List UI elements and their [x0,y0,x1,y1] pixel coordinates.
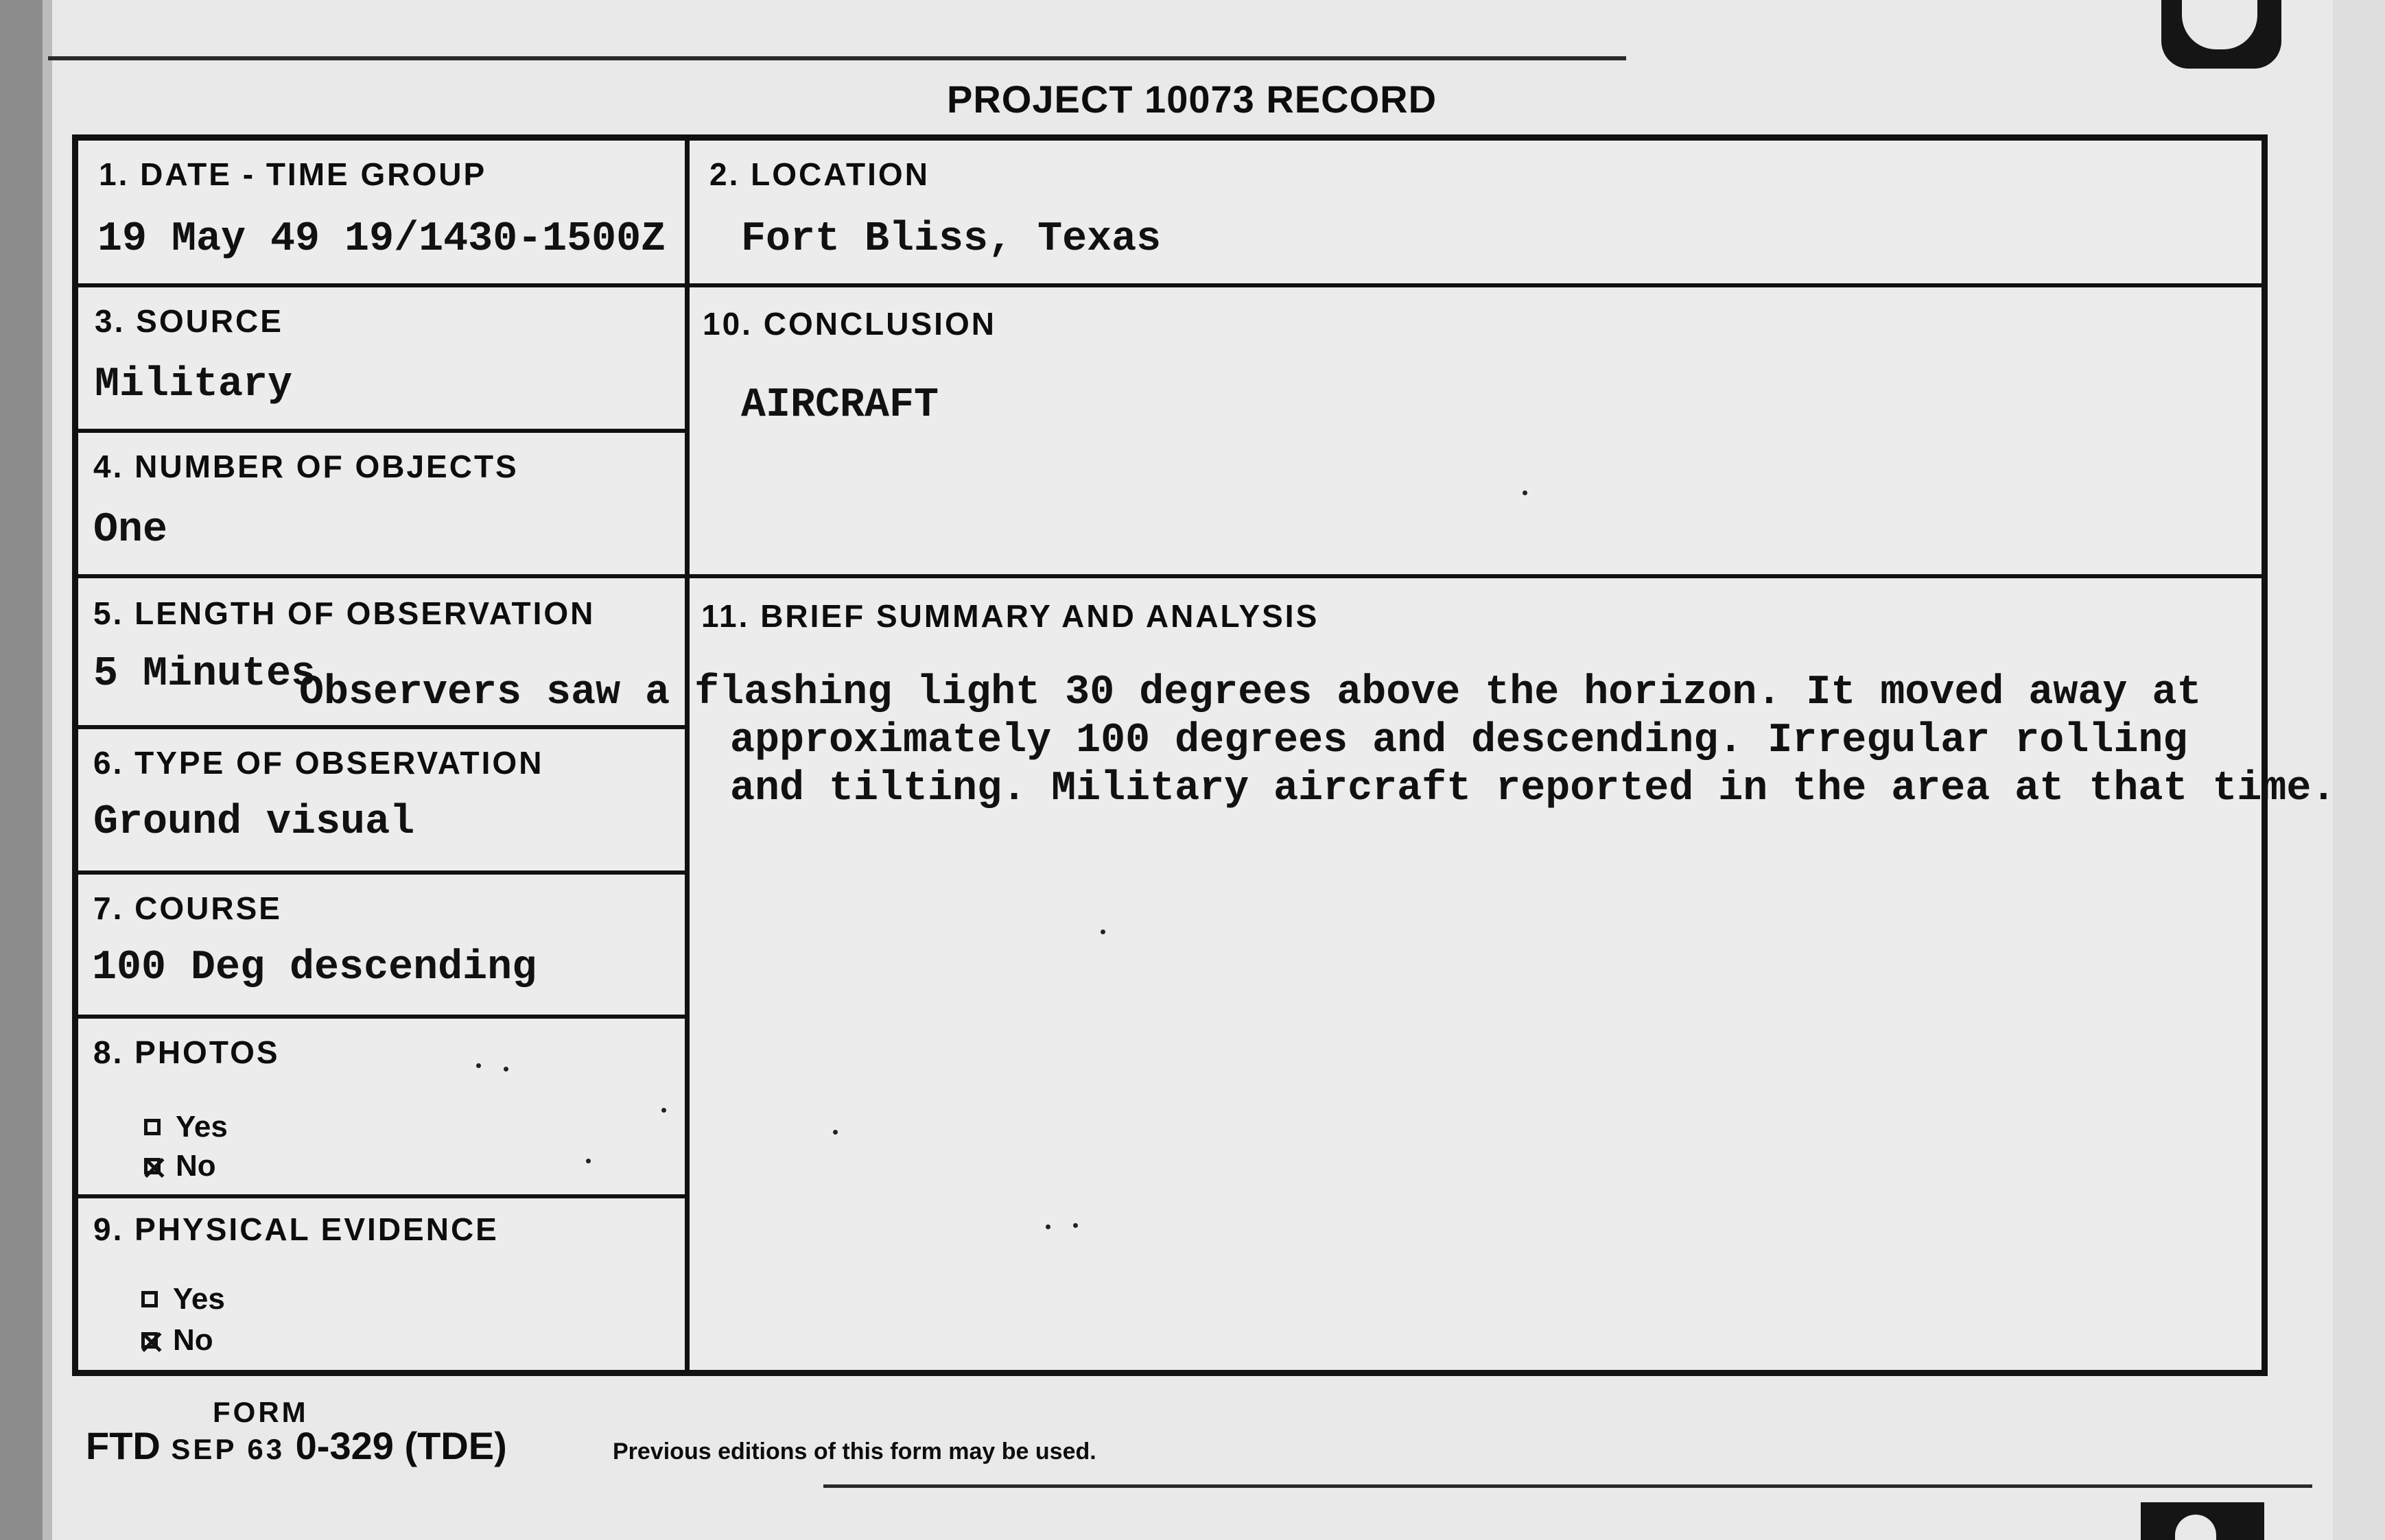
scan-speck [1523,490,1527,495]
footer-form-code [86,1423,507,1468]
footer-form-word: FORM [213,1396,309,1428]
summary-line-2: approximately 100 degrees and descending. Irregular rolling [730,718,2188,764]
form-title: PROJECT 10073 RECORD [947,78,1437,121]
footer-form-number: 0-329 (TDE) [295,1424,507,1467]
course-label: 7. COURSE [93,890,282,926]
divider-10 [685,574,2263,578]
scan-speck [1073,1223,1078,1228]
physical-evidence-yes-label: Yes [173,1282,225,1316]
scan-edge-right [2333,0,2385,1540]
scan-speck [833,1130,838,1135]
location-label: 2. LOCATION [709,156,930,192]
photos-label: 8. PHOTOS [93,1034,280,1070]
type-of-observation-label: 6. TYPE OF OBSERVATION [93,745,544,781]
record-form [72,134,2336,1376]
physical-evidence-yes-checkbox [141,1291,158,1307]
footer-ftd: FTD [86,1424,161,1467]
physical-evidence-label: 9. PHYSICAL EVIDENCE [93,1211,499,1247]
photos-no-checkbox [144,1158,161,1174]
physical-evidence-no-checkbox [141,1332,158,1349]
length-of-observation-value: 5 Minutes [93,651,316,698]
column-divider [685,141,690,1370]
scan-edge-left-inner [43,0,52,1540]
conclusion-label: 10. CONCLUSION [703,306,996,342]
location-value: Fort Bliss, Texas [741,216,1162,263]
footer-note: Previous editions of this form may be used. [613,1438,1096,1465]
divider-7 [78,1015,685,1019]
physical-evidence-no-label: No [173,1323,213,1357]
photos-no-option [144,1149,216,1183]
number-of-objects-label: 4. NUMBER OF OBJECTS [93,449,519,484]
bottom-rule [823,1484,2312,1488]
summary-label: 11. BRIEF SUMMARY AND ANALYSIS [701,598,1319,634]
photos-yes-label: Yes [176,1110,228,1144]
date-time-group-label: 1. DATE - TIME GROUP [99,156,487,192]
physical-evidence-yes-option [141,1282,225,1316]
course-value: 100 Deg descending [92,945,537,991]
scan-speck [1101,929,1105,934]
source-value: Military [95,362,293,408]
divider-6 [78,870,685,875]
scan-speck [476,1063,481,1068]
photos-no-label: No [176,1149,216,1183]
divider-8 [78,1194,685,1198]
physical-evidence-no-option [141,1323,213,1358]
divider-4 [78,574,685,578]
footer-date-code: SEP 63 [171,1433,285,1465]
number-of-objects-value: One [93,507,168,554]
photos-yes-option [144,1110,228,1144]
conclusion-value: AIRCRAFT [741,382,939,429]
scan-speck [504,1067,508,1071]
summary-line-3: and tilting. Military aircraft reported in the area at that time. [730,766,2336,812]
scan-speck [661,1108,666,1113]
summary-line-1: Observers saw a flashing light 30 degrees above the horizon. It moved away at [299,670,2202,716]
type-of-observation-value: Ground visual [93,799,415,846]
divider-2 [685,283,2263,287]
photos-yes-checkbox [144,1119,161,1135]
length-of-observation-label: 5. LENGTH OF OBSERVATION [93,595,596,631]
divider-5 [78,725,685,729]
divider-3 [78,429,685,433]
scan-speck [586,1159,591,1163]
scan-edge-left [0,0,43,1540]
top-rule [48,56,1626,60]
scan-speck [1046,1224,1050,1229]
source-label: 3. SOURCE [95,303,283,339]
divider-1 [78,283,685,287]
date-time-group-value: 19 May 49 19/1430-1500Z [97,216,666,263]
